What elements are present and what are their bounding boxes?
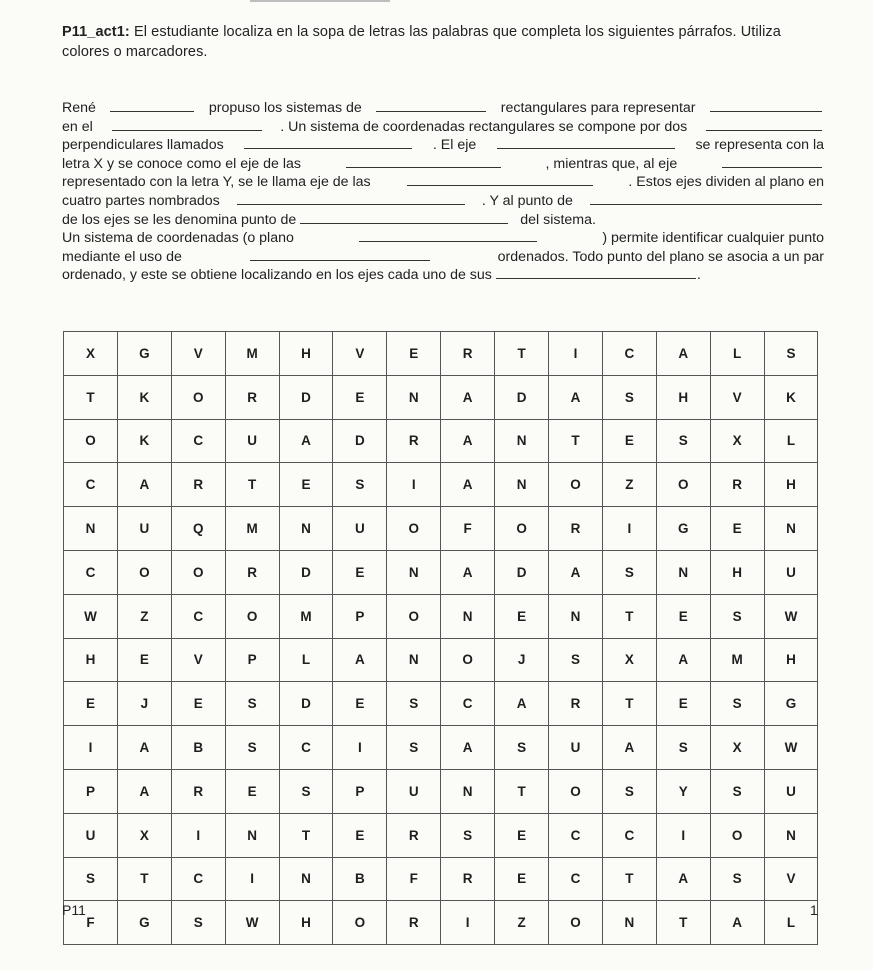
paragraph-line [62, 136, 824, 155]
letter-cell[interactable]: W [64, 594, 118, 638]
letter-cell[interactable]: N [656, 550, 710, 594]
letter-cell[interactable]: G [117, 901, 171, 945]
letter-cell[interactable]: N [441, 594, 495, 638]
text-segment: . [696, 267, 701, 284]
letter-cell[interactable]: S [171, 901, 225, 945]
letter-cell[interactable]: O [549, 769, 603, 813]
letter-cell[interactable]: R [225, 375, 279, 419]
text-segment: letra X y se conoce como el eje de las [62, 155, 301, 172]
letter-cell[interactable]: O [333, 901, 387, 945]
page-number: 1 [810, 902, 818, 918]
letter-cell[interactable]: X [602, 638, 656, 682]
paragraph-line [62, 229, 824, 248]
letter-cell[interactable]: T [495, 332, 549, 376]
letter-cell[interactable]: V [171, 638, 225, 682]
letter-cell[interactable]: C [64, 550, 118, 594]
letter-cell[interactable]: T [656, 901, 710, 945]
letter-cell[interactable]: N [279, 507, 333, 551]
grid-row [64, 507, 818, 551]
letter-cell[interactable]: K [117, 375, 171, 419]
letter-cell[interactable]: N [602, 901, 656, 945]
letter-cell[interactable]: E [279, 463, 333, 507]
grid-row [64, 682, 818, 726]
letter-cell[interactable]: A [495, 682, 549, 726]
letter-cell[interactable]: E [495, 813, 549, 857]
letter-cell[interactable]: E [602, 419, 656, 463]
grid-row [64, 463, 818, 507]
letter-cell[interactable]: R [387, 813, 441, 857]
letter-cell[interactable]: N [387, 375, 441, 419]
letter-cell[interactable]: N [495, 463, 549, 507]
letter-cell[interactable]: S [710, 594, 764, 638]
letter-cell[interactable]: M [279, 594, 333, 638]
fill-in-paragraph [62, 99, 824, 285]
answer-blank[interactable] [237, 192, 465, 205]
text-segment: del sistema. [520, 211, 596, 228]
letter-cell[interactable]: E [64, 682, 118, 726]
letter-cell[interactable]: P [333, 594, 387, 638]
letter-cell[interactable]: S [225, 726, 279, 770]
answer-blank[interactable] [376, 99, 486, 112]
letter-cell[interactable]: O [117, 550, 171, 594]
letter-cell[interactable]: H [279, 332, 333, 376]
letter-cell[interactable]: F [387, 857, 441, 901]
grid-row [64, 857, 818, 901]
letter-cell[interactable]: E [117, 638, 171, 682]
letter-cell[interactable]: S [333, 463, 387, 507]
text-segment: ordenado, y este se obtiene localizando en los ejes cada uno de sus [62, 267, 492, 284]
letter-cell[interactable]: I [225, 857, 279, 901]
letter-cell[interactable]: J [495, 638, 549, 682]
letter-cell[interactable]: Z [117, 594, 171, 638]
grid-row [64, 550, 818, 594]
answer-blank[interactable] [710, 99, 822, 112]
letter-cell[interactable]: W [764, 594, 818, 638]
text-segment: en el [62, 118, 93, 135]
letter-cell[interactable]: S [656, 419, 710, 463]
text-segment: . Estos ejes dividen al plano en [628, 174, 824, 191]
letter-cell[interactable]: D [495, 375, 549, 419]
letter-cell[interactable]: A [117, 769, 171, 813]
footer-label: P11 [62, 902, 86, 918]
letter-cell[interactable]: K [117, 419, 171, 463]
letter-cell[interactable]: H [279, 901, 333, 945]
letter-cell[interactable]: S [602, 375, 656, 419]
answer-blank[interactable] [300, 211, 508, 224]
letter-cell[interactable]: A [656, 638, 710, 682]
text-segment: propuso los sistemas de [208, 100, 362, 116]
letter-cell[interactable]: N [64, 507, 118, 551]
letter-cell[interactable]: R [441, 332, 495, 376]
letter-cell[interactable]: N [387, 550, 441, 594]
letter-cell[interactable]: R [171, 769, 225, 813]
letter-cell[interactable]: I [64, 726, 118, 770]
answer-blank[interactable] [590, 192, 822, 205]
letter-cell[interactable]: F [64, 901, 118, 945]
letter-cell[interactable]: T [64, 375, 118, 419]
letter-cell[interactable]: H [710, 550, 764, 594]
letter-cell[interactable]: N [764, 507, 818, 551]
letter-cell[interactable]: U [117, 507, 171, 551]
letter-cell[interactable]: A [441, 419, 495, 463]
letter-cell[interactable]: Z [602, 463, 656, 507]
text-segment: se representa con la [695, 137, 824, 154]
letter-cell[interactable]: O [656, 463, 710, 507]
answer-blank[interactable] [497, 136, 675, 149]
grid-row [64, 726, 818, 770]
letter-cell[interactable]: I [602, 507, 656, 551]
letter-cell[interactable]: C [279, 726, 333, 770]
letter-cell[interactable]: S [64, 857, 118, 901]
letter-cell[interactable]: M [710, 638, 764, 682]
letter-cell[interactable]: K [764, 375, 818, 419]
letter-cell[interactable]: S [225, 682, 279, 726]
letter-cell[interactable]: T [279, 813, 333, 857]
letter-cell[interactable]: T [117, 857, 171, 901]
letter-cell[interactable]: U [387, 769, 441, 813]
letter-cell[interactable]: D [279, 682, 333, 726]
letter-cell[interactable]: O [171, 550, 225, 594]
text-segment: ) permite identificar cualquier punto [602, 230, 824, 247]
letter-cell[interactable]: S [387, 726, 441, 770]
letter-cell[interactable]: N [225, 813, 279, 857]
letter-cell[interactable]: L [764, 901, 818, 945]
letter-cell[interactable]: O [387, 507, 441, 551]
letter-cell[interactable]: T [602, 857, 656, 901]
letter-cell[interactable]: Q [171, 507, 225, 551]
letter-cell[interactable]: U [764, 769, 818, 813]
text-segment: cuatro partes nombrados [62, 192, 220, 209]
letter-cell[interactable]: N [441, 769, 495, 813]
answer-blank[interactable] [346, 155, 501, 168]
letter-cell[interactable]: C [549, 857, 603, 901]
letter-cell[interactable]: O [64, 419, 118, 463]
letter-cell[interactable]: E [387, 332, 441, 376]
letter-cell[interactable]: D [333, 419, 387, 463]
letter-cell[interactable]: S [495, 726, 549, 770]
letter-cell[interactable]: C [602, 813, 656, 857]
letter-cell[interactable]: S [764, 332, 818, 376]
letter-cell[interactable]: V [710, 375, 764, 419]
letter-cell[interactable]: X [710, 419, 764, 463]
answer-blank[interactable] [244, 136, 412, 149]
letter-cell[interactable]: A [117, 726, 171, 770]
letter-cell[interactable]: C [441, 682, 495, 726]
letter-cell[interactable]: G [656, 507, 710, 551]
letter-cell[interactable]: N [495, 419, 549, 463]
letter-cell[interactable]: R [549, 507, 603, 551]
letter-cell[interactable]: N [764, 813, 818, 857]
letter-cell[interactable]: S [710, 682, 764, 726]
text-segment: ordenados. Todo punto del plano se asocia a un par [497, 248, 824, 265]
letter-cell[interactable]: N [549, 594, 603, 638]
letter-cell[interactable]: T [602, 682, 656, 726]
letter-cell[interactable]: Y [656, 769, 710, 813]
letter-cell[interactable]: P [225, 638, 279, 682]
letter-cell[interactable]: C [171, 419, 225, 463]
letter-cell[interactable]: J [117, 682, 171, 726]
letter-cell[interactable]: R [710, 463, 764, 507]
paragraph-line [62, 99, 824, 118]
paragraph-line [62, 192, 824, 211]
letter-cell[interactable]: V [764, 857, 818, 901]
letter-cell[interactable]: O [549, 901, 603, 945]
paragraph-line [62, 248, 824, 267]
letter-cell[interactable]: P [333, 769, 387, 813]
letter-cell[interactable]: S [279, 769, 333, 813]
letter-cell[interactable]: A [441, 375, 495, 419]
text-segment: . Un sistema de coordenadas rectangulares se compone por dos [280, 118, 688, 135]
letter-cell[interactable]: I [387, 463, 441, 507]
letter-cell[interactable]: E [333, 550, 387, 594]
text-segment: representado con la letra Y, se le llama eje de las [62, 174, 371, 191]
letter-cell[interactable]: A [441, 550, 495, 594]
letter-cell[interactable]: H [764, 463, 818, 507]
letter-cell[interactable]: N [279, 857, 333, 901]
letter-cell[interactable]: R [387, 901, 441, 945]
letter-cell[interactable]: E [333, 813, 387, 857]
letter-cell[interactable]: I [333, 726, 387, 770]
letter-cell[interactable]: O [387, 594, 441, 638]
letter-cell[interactable]: H [656, 375, 710, 419]
answer-blank[interactable] [722, 155, 822, 168]
letter-cell[interactable]: S [387, 682, 441, 726]
letter-cell[interactable]: D [279, 550, 333, 594]
grid-row [64, 375, 818, 419]
letter-cell[interactable]: B [333, 857, 387, 901]
letter-cell[interactable]: A [602, 726, 656, 770]
letter-cell[interactable]: R [171, 463, 225, 507]
letter-cell[interactable]: V [171, 332, 225, 376]
letter-cell[interactable]: S [710, 769, 764, 813]
answer-blank[interactable] [112, 118, 262, 131]
letter-cell[interactable]: A [441, 463, 495, 507]
letter-cell[interactable]: T [225, 463, 279, 507]
letter-cell[interactable]: H [764, 638, 818, 682]
letter-cell[interactable]: R [387, 419, 441, 463]
answer-blank[interactable] [110, 99, 194, 112]
answer-blank[interactable] [250, 248, 430, 261]
letter-cell[interactable]: A [710, 901, 764, 945]
letter-cell[interactable]: S [602, 550, 656, 594]
letter-cell[interactable]: C [171, 857, 225, 901]
letter-cell[interactable]: I [549, 332, 603, 376]
letter-cell[interactable]: E [495, 857, 549, 901]
letter-cell[interactable]: I [656, 813, 710, 857]
letter-cell[interactable]: I [441, 901, 495, 945]
instruction-text-1: El estudiante localiza en la sopa de letras las palabras que completa los siguientes párrafos. Utiliza [129, 24, 781, 40]
letter-cell[interactable]: S [549, 638, 603, 682]
letter-cell[interactable]: E [656, 682, 710, 726]
letter-cell[interactable]: S [656, 726, 710, 770]
letter-cell[interactable]: P [64, 769, 118, 813]
letter-cell[interactable]: L [764, 419, 818, 463]
letter-cell[interactable]: N [387, 638, 441, 682]
letter-cell[interactable]: O [441, 638, 495, 682]
letter-cell[interactable]: C [602, 332, 656, 376]
letter-cell[interactable]: C [549, 813, 603, 857]
letter-cell[interactable]: E [710, 507, 764, 551]
grid-row [64, 332, 818, 376]
letter-cell[interactable]: M [225, 332, 279, 376]
letter-cell[interactable]: A [279, 419, 333, 463]
letter-cell[interactable]: E [495, 594, 549, 638]
paragraph-line [62, 155, 824, 174]
text-segment: perpendiculares llamados [62, 137, 224, 154]
answer-blank[interactable] [706, 118, 822, 131]
word-search-grid [63, 331, 818, 945]
text-segment: René [62, 100, 96, 116]
letter-cell[interactable]: O [225, 594, 279, 638]
paragraph-line [62, 266, 824, 285]
top-rule [250, 0, 390, 2]
paragraph-line [62, 211, 824, 230]
letter-cell[interactable]: O [710, 813, 764, 857]
letter-cell[interactable]: A [549, 375, 603, 419]
letter-cell[interactable]: U [64, 813, 118, 857]
letter-cell[interactable]: U [549, 726, 603, 770]
letter-cell[interactable]: Z [495, 901, 549, 945]
grid-row [64, 594, 818, 638]
instructions [62, 22, 832, 62]
letter-cell[interactable]: O [495, 507, 549, 551]
text-segment: , mientras que, al eje [545, 155, 678, 172]
letter-cell[interactable]: X [64, 332, 118, 376]
instruction-text-2: colores o marcadores. [62, 44, 208, 60]
grid-row [64, 813, 818, 857]
letter-cell[interactable]: C [171, 594, 225, 638]
letter-cell[interactable]: A [549, 550, 603, 594]
letter-cell[interactable]: A [656, 857, 710, 901]
grid-row [64, 638, 818, 682]
letter-cell[interactable]: U [225, 419, 279, 463]
letter-cell[interactable]: R [549, 682, 603, 726]
grid-row [64, 901, 818, 945]
letter-cell[interactable]: B [171, 726, 225, 770]
letter-cell[interactable]: E [171, 682, 225, 726]
letter-cell[interactable]: U [333, 507, 387, 551]
letter-cell[interactable]: D [279, 375, 333, 419]
letter-cell[interactable]: O [171, 375, 225, 419]
activity-id: P11_act1: [62, 24, 130, 40]
grid-row [64, 769, 818, 813]
letter-cell[interactable]: I [171, 813, 225, 857]
letter-cell[interactable]: M [225, 507, 279, 551]
letter-cell[interactable]: L [279, 638, 333, 682]
letter-cell[interactable]: G [764, 682, 818, 726]
letter-cell[interactable]: W [225, 901, 279, 945]
grid-row [64, 419, 818, 463]
letter-cell[interactable]: A [441, 726, 495, 770]
answer-blank[interactable] [407, 173, 593, 186]
letter-cell[interactable]: E [333, 682, 387, 726]
letter-cell[interactable]: S [441, 813, 495, 857]
letter-cell[interactable]: E [333, 375, 387, 419]
letter-cell[interactable]: L [710, 332, 764, 376]
letter-cell[interactable]: C [64, 463, 118, 507]
letter-cell[interactable]: H [64, 638, 118, 682]
letter-cell[interactable]: A [117, 463, 171, 507]
letter-cell[interactable]: R [441, 857, 495, 901]
letter-cell[interactable]: S [710, 857, 764, 901]
letter-cell[interactable]: A [656, 332, 710, 376]
letter-cell[interactable]: A [333, 638, 387, 682]
letter-cell[interactable]: G [117, 332, 171, 376]
text-segment: Un sistema de coordenadas (o plano [62, 230, 294, 247]
answer-blank[interactable] [496, 266, 696, 279]
text-segment: de los ejes se les denomina punto de [62, 211, 297, 228]
text-segment: . El eje [432, 137, 477, 154]
letter-cell[interactable]: X [117, 813, 171, 857]
letter-cell[interactable]: T [602, 594, 656, 638]
letter-cell[interactable]: F [441, 507, 495, 551]
letter-cell[interactable]: O [549, 463, 603, 507]
letter-cell[interactable]: E [656, 594, 710, 638]
text-segment: mediante el uso de [62, 248, 182, 265]
letter-cell[interactable]: X [710, 726, 764, 770]
letter-cell[interactable]: D [495, 550, 549, 594]
answer-blank[interactable] [359, 229, 537, 242]
text-segment: . Y al punto de [481, 192, 573, 209]
letter-cell[interactable]: V [333, 332, 387, 376]
text-segment: rectangulares para representar [500, 100, 696, 116]
letter-cell[interactable]: E [225, 769, 279, 813]
letter-cell[interactable]: W [764, 726, 818, 770]
letter-cell[interactable]: T [495, 769, 549, 813]
letter-cell[interactable]: R [225, 550, 279, 594]
letter-cell[interactable]: S [602, 769, 656, 813]
paragraph-line [62, 173, 824, 192]
paragraph-line [62, 118, 824, 137]
letter-cell[interactable]: U [764, 550, 818, 594]
letter-cell[interactable]: T [549, 419, 603, 463]
